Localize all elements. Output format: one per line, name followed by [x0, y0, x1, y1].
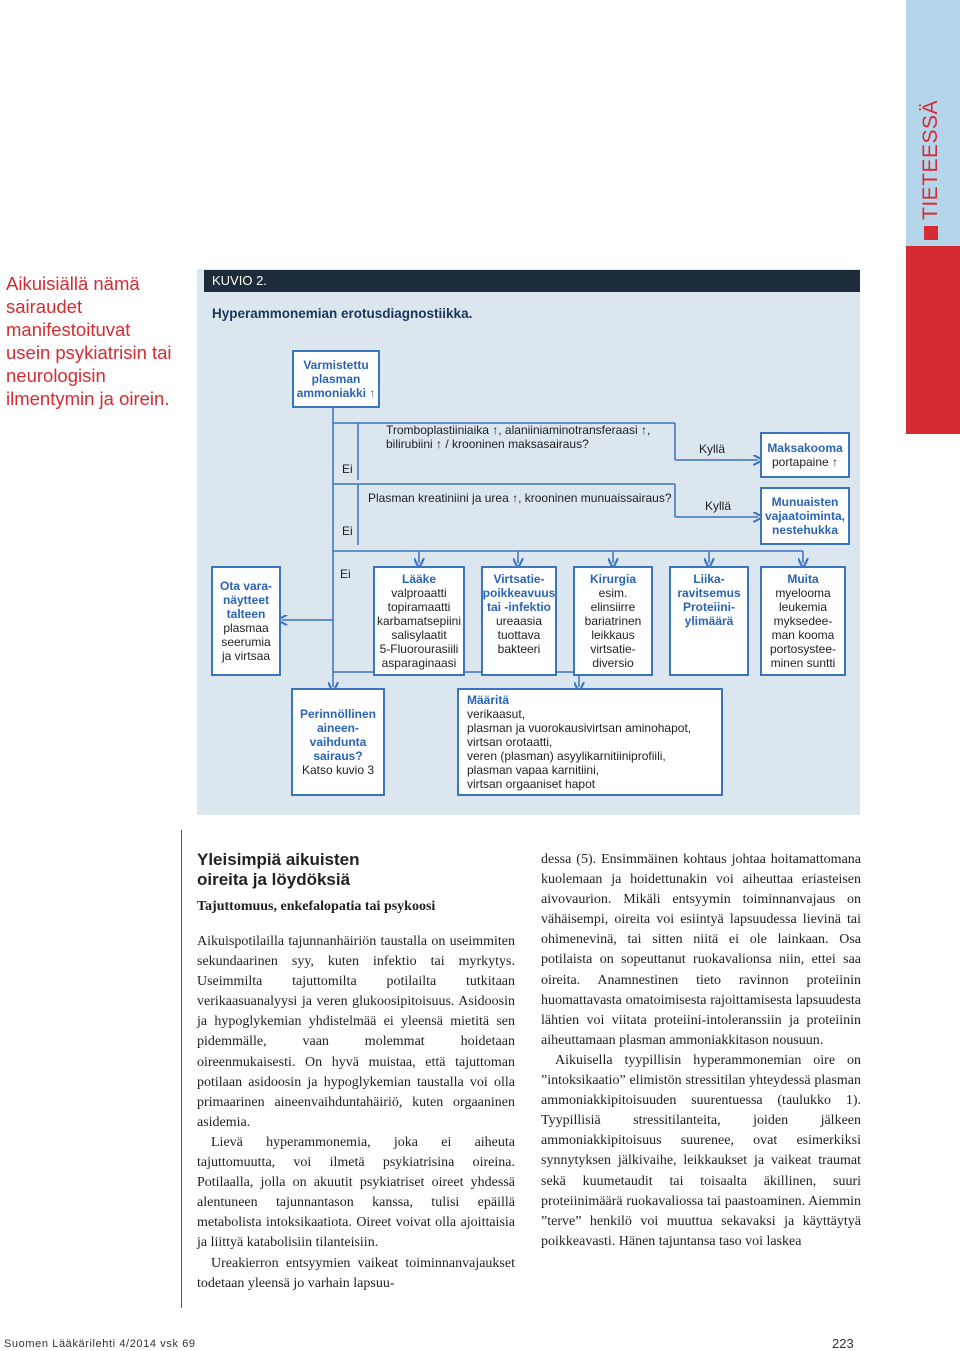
article-column-2 [541, 850, 861, 1252]
cause-box-drug [373, 566, 465, 676]
question-liver: Tromboplastiiniaika ↑, alaniiniaminotransferaasi ↑, bilirubiini ↑ / krooninen maksasairaus? [386, 423, 651, 451]
result-liver-title: Maksakooma [767, 441, 843, 455]
footer-publication: Suomen Lääkärilehti 4/2014 vsk 69 [4, 1338, 196, 1350]
cause-title: Virtsatie- poikkeavuus tai -infektio [482, 572, 556, 614]
paragraph: Lievä hyperammonemia, joka ei aiheuta tajuttomuutta, voi ilmetä psykiatrisina oireina. Potilaalla, jolla on akuutit psykiatriset oireet yhdessä alentuneen tajunnantason kanssa, tulisi epäillä metabolista intoksikaatiota. Oireet voivat olla ajoittaisia ja liittyä katabolisiin tilanteisiin. [197, 1134, 515, 1251]
paragraph: Aikuisella tyypillisin hyperammonemian oire on ”intoksikaatio” elimistön stressitilan yhteydessä plasman ammoniakkipitoisuuden suurentuessa (taulukko 1). Tyypillisiä stressitilanteita, joiden jälkeen ammoniakkipitoisuus suurenee, ovat esimerkiksi synnytyksen jälkivaihe, leikkaukset ja vaikeat traumat sekä kuumetaudit tai toisaalta äkillinen, suuri proteiinimäärä ruokavaliossa tai paastoaminen. Aiemmin ”terve” henkilö voi muuttua sekavaksi ja käyttäytyä poikkeavasti. Hänen tajuntansa taso voi laskea [541, 1052, 861, 1249]
sample-box [211, 566, 281, 676]
article-column-1 [197, 850, 515, 1294]
cause-title: Muita [787, 572, 819, 586]
figure-label: KUVIO 2. [204, 270, 860, 292]
result-liver-box [760, 432, 850, 478]
q1-no-label: Ei [342, 462, 353, 476]
q1-yes-label: Kyllä [699, 442, 726, 456]
q2-yes-label: Kyllä [705, 499, 732, 513]
result-kidney-box [760, 487, 850, 545]
start-box [292, 350, 380, 408]
start-box-text: Varmistettu plasman ammoniakki ↑ [296, 358, 376, 400]
side-tab-label: TIETEESSÄ [919, 100, 943, 240]
pull-quote: Aikuisiällä nämä sairaudet manifestoituvat usein psykiatrisin tai neurologisin ilmentymin ja oirein. [6, 273, 172, 409]
paragraph: dessa (5). Ensimmäinen kohtaus johtaa hoitamattomana kuolemaan ja hoidettunakin voi aiheuttaa eriasteisen aivovaurion. Mikäli entsyymin toiminnanvajaus on vähäisempi, oireita voi esiintyä lapsuudessa lievinä tai ohimenevinä, tai sitten niitä ei ole lainkaan. Osa potilaista on sopeuttanut ruokavalionsa niin, ettei saa oireita. Anamnestinen tieto ravinnon proteiinin huomattavasta omatoimisesta rajoittamisesta lapsuudesta lähtien voi viitata proteiini-intoleranssiin ja proteiinin aiheuttamaan plasman ammoniakkitason nousuun. [541, 852, 861, 1048]
column-rule [181, 830, 182, 1308]
cause-box-overfeeding [669, 566, 749, 676]
sample-box-body: plasmaa seerumia ja virtsaa [221, 621, 271, 663]
cause-title: Kirurgia [589, 572, 636, 586]
metabolic-disease-box [291, 688, 385, 796]
section-title: Yleisimpiä aikuisten oireita ja löydöksiä [197, 850, 360, 889]
cause-box-surgery [573, 566, 653, 676]
sample-box-title: Ota vara- näytteet talteen [219, 579, 273, 621]
figure-title: Hyperammonemian erotusdiagnostiikka. [212, 306, 473, 321]
determine-box-title: Määritä [467, 693, 510, 707]
q3-no-label: Ei [340, 567, 351, 581]
cause-title: Liika- ravitsemus Proteiini- ylimäärä [677, 572, 741, 628]
cause-body: esim. elinsiirre bariatrinen leikkaus virtsatie- diversio [584, 586, 642, 670]
cause-body: ureaasia tuottava bakteeri [495, 614, 543, 656]
cause-title: Lääke [401, 572, 437, 586]
question-kidney: Plasman kreatiniini ja urea ↑, krooninen munuaissairaus? [368, 491, 672, 505]
determine-box-body: verikaasut, plasman ja vuorokausivirtsan aminohapot, virtsan orotaatti, veren (plasman) asyylikarnitiiniprofiili, plasman vapaa karnitiini, virtsan orgaaniset hapot [467, 707, 692, 791]
q2-no-label: Ei [342, 524, 353, 538]
metabolic-box-body: Katso kuvio 3 [301, 763, 375, 777]
cause-box-urinary [481, 566, 557, 676]
paragraph: Aikuispotilailla tajunnanhäiriön taustalla on useimmiten sekundaarinen syy, kuten infektio tai myrkytys. Useimmilta tajuttomilta potilailta tutkitaan verikaasuanalyysi ja veren glukoosipitoisuus. Asidoosin ja hypoglykemian yhdistelmää ei yleensä mietitä sen pidemmälle, vaan molemmat hoidetaan oireenmukaisesti. On hyvä muistaa, että tajuttoman potilaan asidoosin ja hypoglykemian taustalla voi olla primaarinen aineenvaihduntahäiriö, kuten orgaaninen asidemia. [197, 934, 515, 1130]
result-kidney-title: Munuaisten vajaatoiminta, nestehukka [764, 495, 846, 537]
cause-body: myelooma leukemia myksedee- man kooma portosystee- minen suntti [769, 586, 837, 670]
determine-box [457, 688, 723, 796]
paragraph: Ureakierron entsyymien vaikeat toiminnanvajaukset todetaan yleensä jo varhain lapsuu- [197, 1255, 515, 1291]
metabolic-box-title: Perinnöllinen aineen- vaihdunta sairaus? [299, 707, 376, 763]
cause-box-other [760, 566, 846, 676]
page-number: 223 [832, 1336, 854, 1351]
result-liver-body: portapaine ↑ [771, 455, 839, 469]
cause-body: valproaatti topiramaatti karbamatsepiini salisylaatit 5-Fluorourasiili asparaginaasi [376, 586, 462, 670]
subsection-title: Tajuttomuus, enkefalopatia tai psykoosi [197, 899, 436, 914]
